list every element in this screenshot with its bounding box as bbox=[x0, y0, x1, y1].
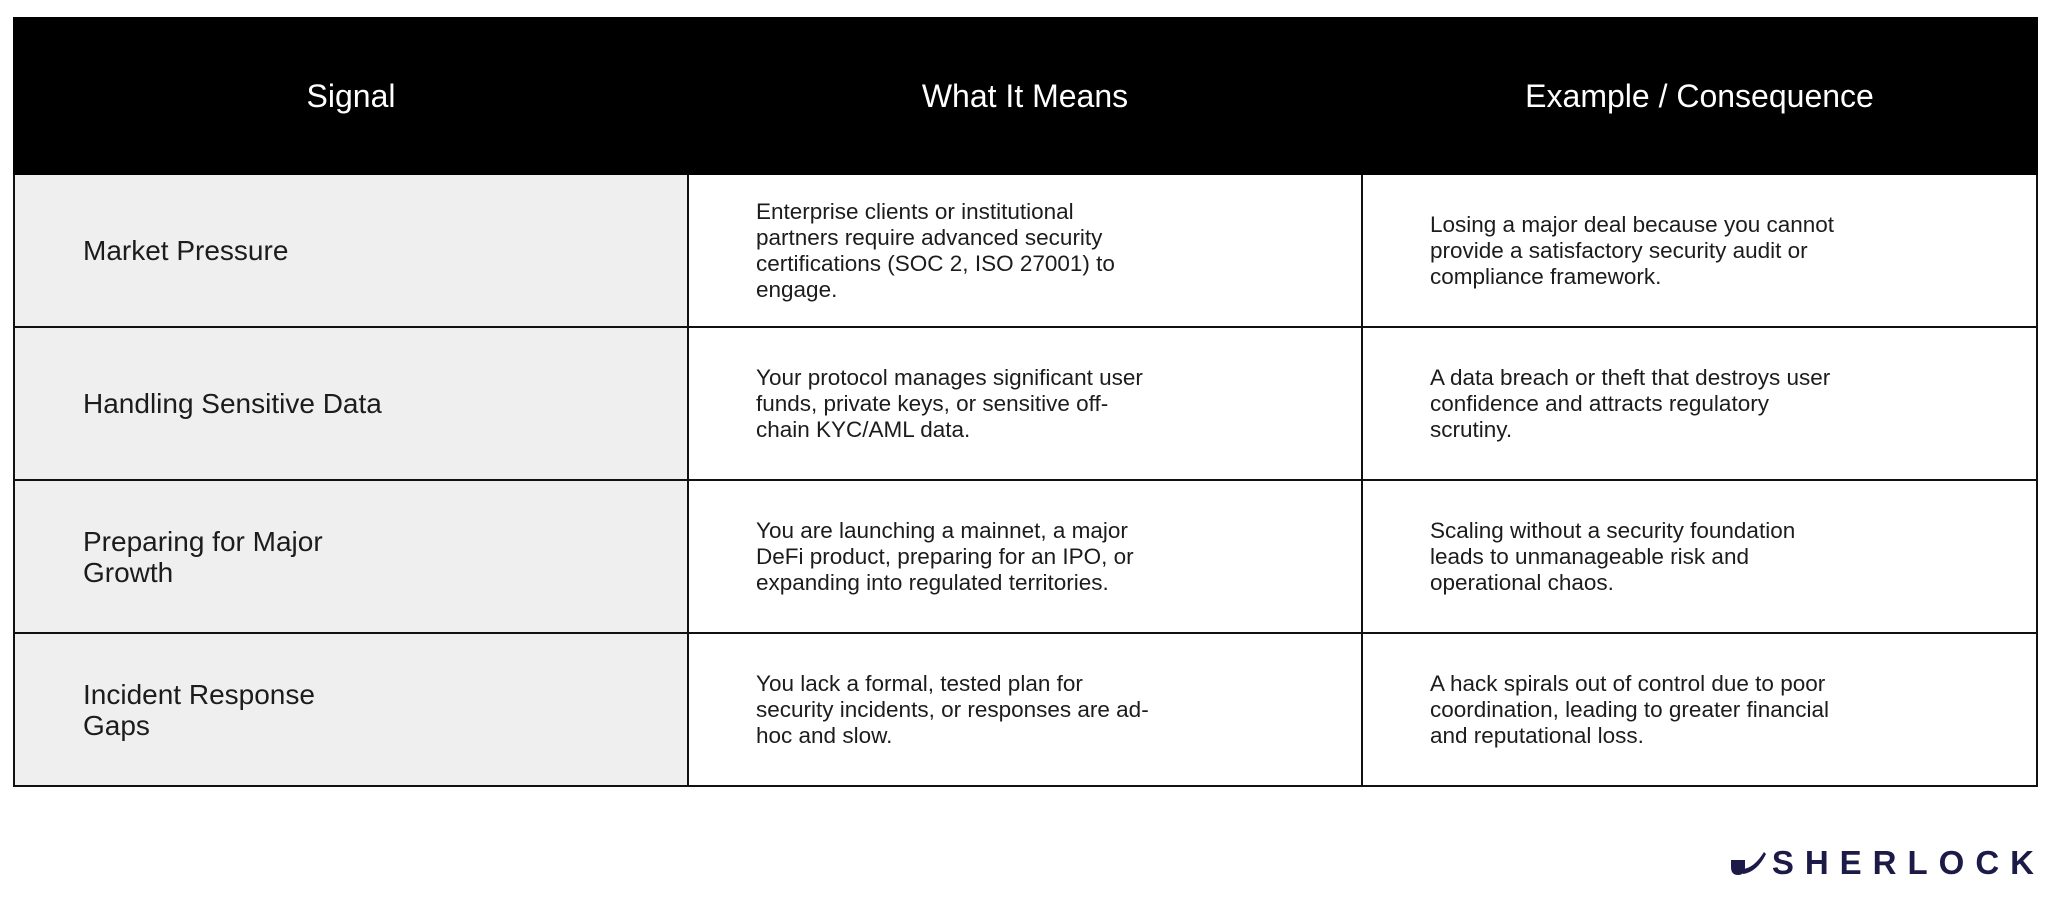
sherlock-logo bbox=[1730, 841, 2045, 885]
signal-cell bbox=[14, 633, 688, 786]
signals-table-container bbox=[13, 17, 2036, 787]
table-header-row bbox=[14, 18, 2037, 174]
example-cell bbox=[1362, 633, 2037, 786]
meaning-text: You are launching a mainnet, a major DeFi product, preparing for an IPO, or expanding into regulated territories. bbox=[756, 517, 1134, 595]
example-cell bbox=[1362, 174, 2037, 327]
logo-wordmark: SHERLOCK bbox=[1771, 844, 2045, 881]
example-text: Scaling without a security foundation leads to unmanageable risk and operational chaos. bbox=[1430, 517, 1796, 595]
signal-label: Market Pressure bbox=[83, 235, 289, 266]
pipe-icon bbox=[1730, 848, 1766, 878]
table-row bbox=[14, 633, 2037, 786]
signal-label: Incident Response Gaps bbox=[83, 678, 315, 741]
meaning-cell bbox=[688, 174, 1362, 327]
example-cell bbox=[1362, 480, 2037, 633]
table-row bbox=[14, 480, 2037, 633]
table-row bbox=[14, 327, 2037, 480]
column-header-example-consequence: Example / Consequence bbox=[1362, 18, 2037, 174]
table-row bbox=[14, 174, 2037, 327]
signal-cell bbox=[14, 480, 688, 633]
signal-cell bbox=[14, 327, 688, 480]
meaning-text: Enterprise clients or institutional partners require advanced security certifications (SOC 2, ISO 27001) to engage. bbox=[756, 198, 1115, 302]
meaning-text: You lack a formal, tested plan for security incidents, or responses are ad-hoc and slow. bbox=[756, 670, 1149, 748]
meaning-cell bbox=[688, 327, 1362, 480]
example-text: A hack spirals out of control due to poor coordination, leading to greater financial and reputational loss. bbox=[1430, 670, 1830, 748]
meaning-cell bbox=[688, 633, 1362, 786]
example-text: Losing a major deal because you cannot provide a satisfactory security audit or compliance framework. bbox=[1430, 211, 1835, 289]
signals-table bbox=[13, 17, 2038, 787]
signal-label: Preparing for Major Growth bbox=[83, 525, 323, 588]
column-header-what-it-means: What It Means bbox=[688, 18, 1362, 174]
signal-cell bbox=[14, 174, 688, 327]
column-header-signal: Signal bbox=[14, 18, 688, 174]
example-text: A data breach or theft that destroys user confidence and attracts regulatory scrutiny. bbox=[1430, 364, 1831, 442]
example-cell bbox=[1362, 327, 2037, 480]
signal-label: Handling Sensitive Data bbox=[83, 388, 382, 419]
meaning-text: Your protocol manages significant user funds, private keys, or sensitive off-chain KYC/AML data. bbox=[756, 364, 1143, 442]
meaning-cell bbox=[688, 480, 1362, 633]
